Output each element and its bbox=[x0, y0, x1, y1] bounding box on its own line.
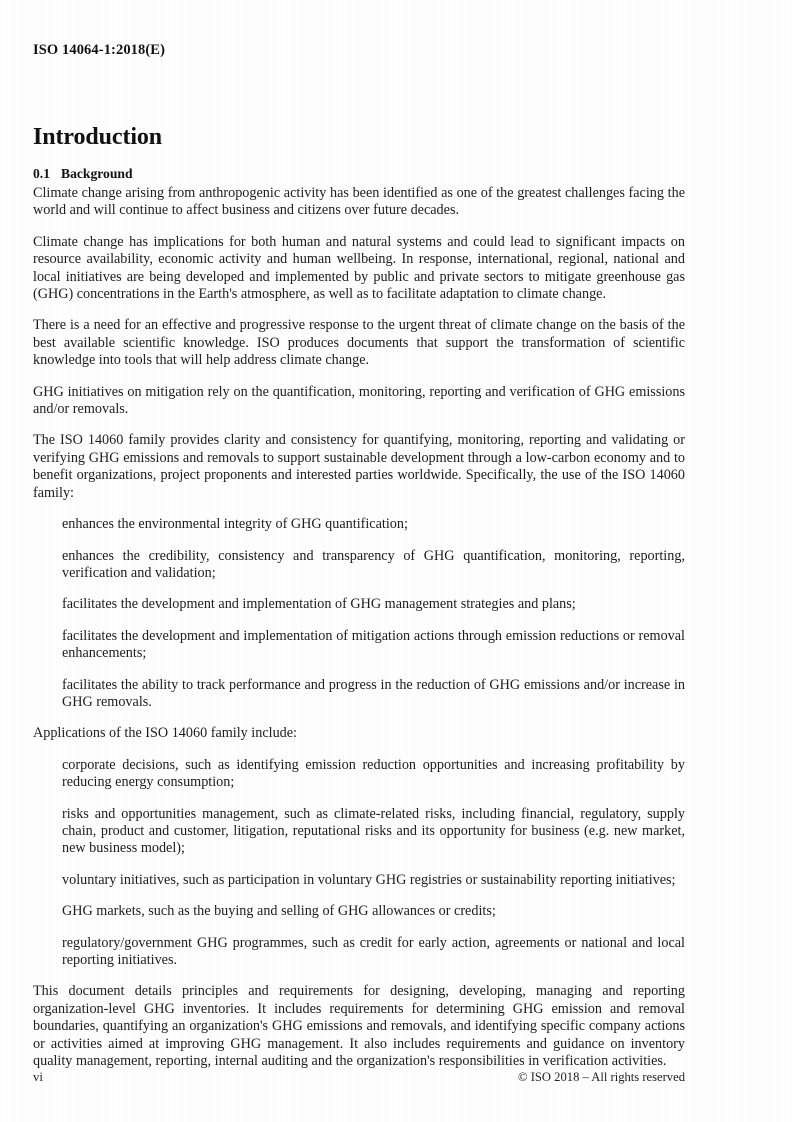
paragraph-need-for-response: There is a need for an effective and progressive response to the urgent threat of climate change on the basis of the best available scientific knowledge. ISO produces documents that support the transformation of scientific knowledge into tools that will help address climate change. bbox=[33, 317, 685, 369]
footer-page-number: vi bbox=[33, 1070, 43, 1084]
list-item: facilitates the development and implementation of GHG management strategies and plans; bbox=[62, 596, 576, 613]
page-title: Introduction bbox=[33, 124, 163, 151]
list-item: enhances the credibility, consistency and transparency of GHG quantification, monitoring, reporting, verification and validation; bbox=[62, 547, 685, 581]
running-header: ISO 14064-1:2018(E) bbox=[33, 42, 165, 58]
section-title: Background bbox=[61, 166, 133, 182]
paragraph-climate-change-implications: Climate change has implications for both human and natural systems and could lead to significant impacts on resource availability, economic activity and human wellbeing. In response, international, regional, national and local initiatives are being developed and implemented by public and private sectors to mitigate greenhouse gas (GHG) concentrations in the Earth's atmosphere, as well as to facilitate adaptation to climate change. bbox=[33, 233, 685, 303]
section-number: 0.1 bbox=[33, 166, 50, 182]
paragraph-climate-change-challenge: Climate change arising from anthropogenic activity has been identified as one of the greatest challenges facing the world and will continue to affect business and citizens over future decades. bbox=[33, 185, 685, 219]
list-item: enhances the environmental integrity of GHG quantification; bbox=[62, 516, 408, 533]
paragraph-document-scope: This document details principles and requirements for designing, developing, managing and reporting organization-level GHG inventories. It includes requirements for determining GHG emission and removal boundaries, quantifying an organization's GHG emissions and removals, and identifying specific company actions or activities aimed at improving GHG management. It also includes requirements and guidance on inventory quality management, reporting, internal auditing and the organization's responsibilities in verification activities. bbox=[33, 983, 685, 1070]
paragraph-ghg-initiatives: GHG initiatives on mitigation rely on the quantification, monitoring, reporting and verification of GHG emissions and/or removals. bbox=[33, 383, 685, 418]
page-footer bbox=[33, 1070, 685, 1085]
body-text bbox=[33, 185, 685, 1070]
list-item: regulatory/government GHG programmes, such as credit for early action, agreements or national and local reporting initiatives. bbox=[62, 934, 685, 968]
list-item: voluntary initiatives, such as participation in voluntary GHG registries or sustainability reporting initiatives; bbox=[62, 871, 676, 888]
list-item: GHG markets, such as the buying and selling of GHG allowances or credits; bbox=[62, 903, 496, 920]
list-item: corporate decisions, such as identifying emission reduction opportunities and increasing profitability by reducing energy consumption; bbox=[62, 756, 685, 791]
footer-copyright: © ISO 2018 – All rights reserved bbox=[518, 1070, 685, 1084]
section-heading bbox=[33, 166, 133, 182]
paragraph-applications-intro: Applications of the ISO 14060 family include: bbox=[33, 725, 297, 742]
paragraph-iso-14060-family: The ISO 14060 family provides clarity and consistency for quantifying, monitoring, reporting and validating or verifying GHG emissions and removals to support sustainable development through a low-carbon economy and to benefit organizations, project proponents and interested parties worldwide. Specifically, the use of the ISO 14060 family: bbox=[33, 432, 685, 501]
list-item: facilitates the ability to track performance and progress in the reduction of GHG emissions and/or increase in GHG removals. bbox=[62, 676, 685, 710]
list-item: facilitates the development and implementation of mitigation actions through emission reductions or removal enhancements; bbox=[62, 627, 685, 662]
list-item: risks and opportunities management, such as climate-related risks, including financial, regulatory, supply chain, product and customer, litigation, reputational risks and its opportunity for business (e.g. new market, new business model); bbox=[62, 805, 685, 857]
